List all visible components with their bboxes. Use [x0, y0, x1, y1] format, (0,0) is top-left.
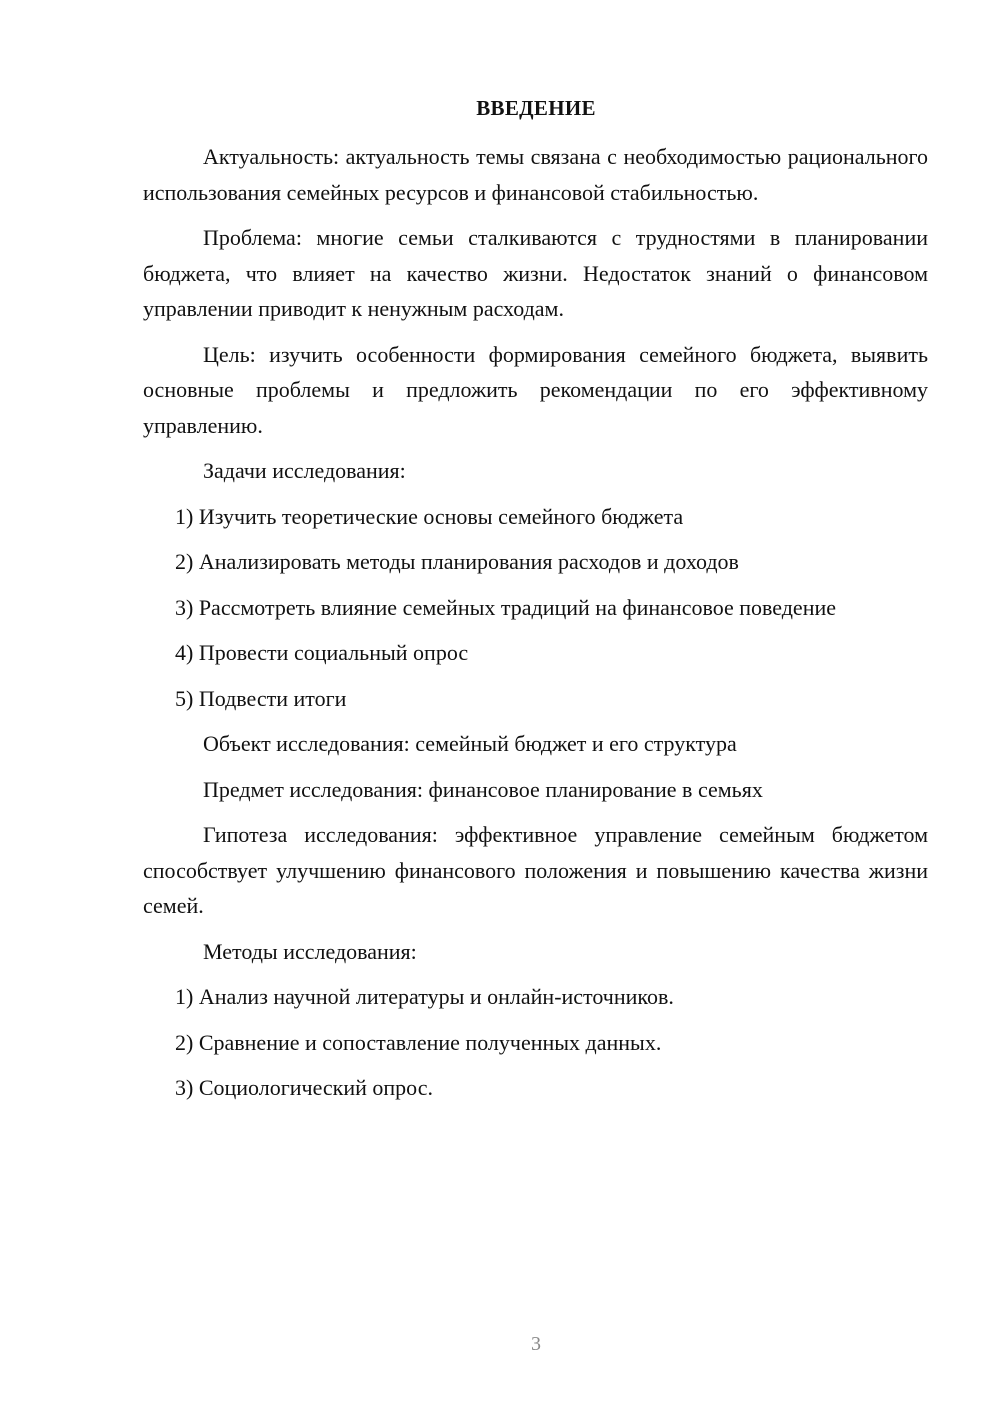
tasks-heading: Задачи исследования:: [203, 458, 406, 483]
page-title: ВВЕДЕНИЕ: [476, 96, 596, 120]
object-line: Объект исследования: семейный бюджет и его структура: [203, 731, 737, 756]
list-item: 1) Анализ научной литературы и онлайн-источников.: [175, 984, 674, 1009]
page-number: 3: [531, 1333, 541, 1355]
methods-list: [143, 979, 928, 1106]
tasks-list: [143, 499, 928, 717]
subject-line: Предмет исследования: финансовое планирование в семьях: [203, 776, 763, 802]
list-item: 5) Подвести итоги: [175, 685, 347, 711]
problem-paragraph: Проблема: многие семьи сталкиваются с трудностями в планировании бюджета, что влияет на качество жизни. Недостаток знаний о финансовом управлении приводит к ненужным расходам.: [143, 225, 928, 321]
list-item: 2) Сравнение и сопоставление полученных данных.: [175, 1029, 662, 1055]
document-body: [143, 139, 928, 1116]
list-item: 4) Провести социальный опрос: [175, 640, 469, 665]
list-item: 3) Социологический опрос.: [175, 1075, 433, 1100]
list-item: 1) Изучить теоретические основы семейного бюджета: [175, 503, 684, 529]
goal-paragraph: Цель: изучить особенности формирования семейного бюджета, выявить основные проблемы и предложить рекомендации по его эффективному управлению.: [143, 341, 928, 438]
relevance-paragraph: Актуальность: актуальность темы связана с необходимостью рационального использования семейных ресурсов и финансовой стабильностью.: [143, 144, 928, 205]
methods-heading: Методы исследования:: [203, 938, 417, 964]
hypothesis-paragraph: Гипотеза исследования: эффективное управление семейным бюджетом способствует улучшению финансового положения и повышению качества жизни семей.: [143, 822, 928, 918]
list-item: 3) Рассмотреть влияние семейных традиций на финансовое поведение: [175, 594, 836, 620]
list-item: 2) Анализировать методы планирования расходов и доходов: [175, 549, 739, 574]
